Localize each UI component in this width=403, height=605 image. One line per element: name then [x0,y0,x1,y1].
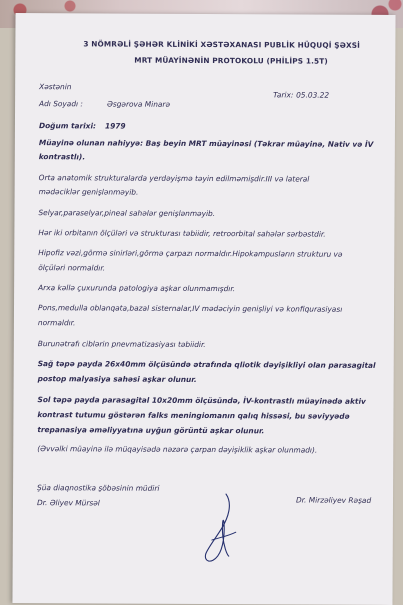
protocol-document [12,13,395,605]
finding-pons: Pons,medulla oblanqata,bazal sisternalar,IV mədəciyin genişliyi və konfiqurasiyası [37,303,343,314]
name-label: Adı Soyadı : [39,99,83,109]
finding-right-parietal-cont: postop malyasiya sahəsi aşkar olunur. [37,374,197,384]
finding-orbits: Hər iki orbitanın ölçüləri və strukturası təbiidir, retroorbital sahələr sərbəstdir. [38,228,326,239]
finding-sellar: Selyar,paraselyar,pineal sahələr genişlənməyib. [38,208,216,219]
finding-right-parietal: Sağ təpə payda 26x40mm ölçüsündə ətrafında qliotik dəyişikliyi olan parasagital [37,359,376,370]
finding-pituitary-cont: ölçüləri normaldır. [38,263,106,273]
finding-left-parietal-cont: kontrast tutumu göstərən falks meningiomanın qalıq hissəsi, bu səviyyədə [37,410,350,421]
patient-name: Əsgərova Minarə [107,99,171,109]
date-label: Tarix: [273,90,294,100]
dept-head-name: Dr. Əliyev Mürsəl [36,498,100,508]
hospital-title: 3 NÖMRƏLİ ŞƏHƏR KLİNİKİ XƏSTƏXANASI PUBLİK HÜQUQİ ŞƏXSİ [83,39,361,50]
birth-label: Doğum tarixi: [38,121,96,131]
exam-date: 05.03.22 [296,90,330,100]
finding-pituitary: Hipofiz vəzi,görmə sinirləri,görmə çarpazı normaldır.Hipokampusların strukturu və [38,248,343,259]
protocol-title: MRT MÜAYİNƏNİN PROTOKOLU (PHİLİPS 1.5T) [134,55,328,66]
birth-year: 1979 [104,121,126,131]
finding-posterior-fossa: Arxa kəllə çuxurunda patologiya aşkar olunmamışdır. [38,283,236,294]
exam-region-cont: kontrastlı). [38,152,86,162]
finding-sinuses: Burunətrafı ciblərin pnevmatizasiyası təbiidir. [37,339,206,350]
dept-head-title: Şüa diaqnostika şöbəsinin müdiri [37,483,160,493]
finding-left-parietal-cont2: trepanasiya əməliyyatına uyğun görüntü aşkar olunur. [37,425,265,436]
radiologist-name: Dr. Mirzəliyev Rəşad [295,495,372,505]
finding-midline: Orta anatomik strukturalarda yerdəyişmə təyin edilməmişdir.III və lateral [38,173,310,184]
handwritten-signature [198,492,248,564]
finding-pons-cont: normaldır. [37,318,76,328]
comparison-note: (Əvvəlki müayinə ilə müqayisədə nəzərə çarpan dəyişiklik aşkar olunmadı). [37,444,318,455]
patient-label: Xəstənin [39,82,72,92]
finding-left-parietal: Sol təpə payda parasagital 10x20mm ölçüsündə, İV-kontrastlı müayinədə aktiv [37,395,366,406]
exam-region: Müayinə olunan nahiyyə: Baş beyin MRT müayinəsi (Təkrar müayinə, Nativ və İV [38,138,374,149]
finding-midline-cont: mədəciklər genişlənməyib. [38,187,139,197]
